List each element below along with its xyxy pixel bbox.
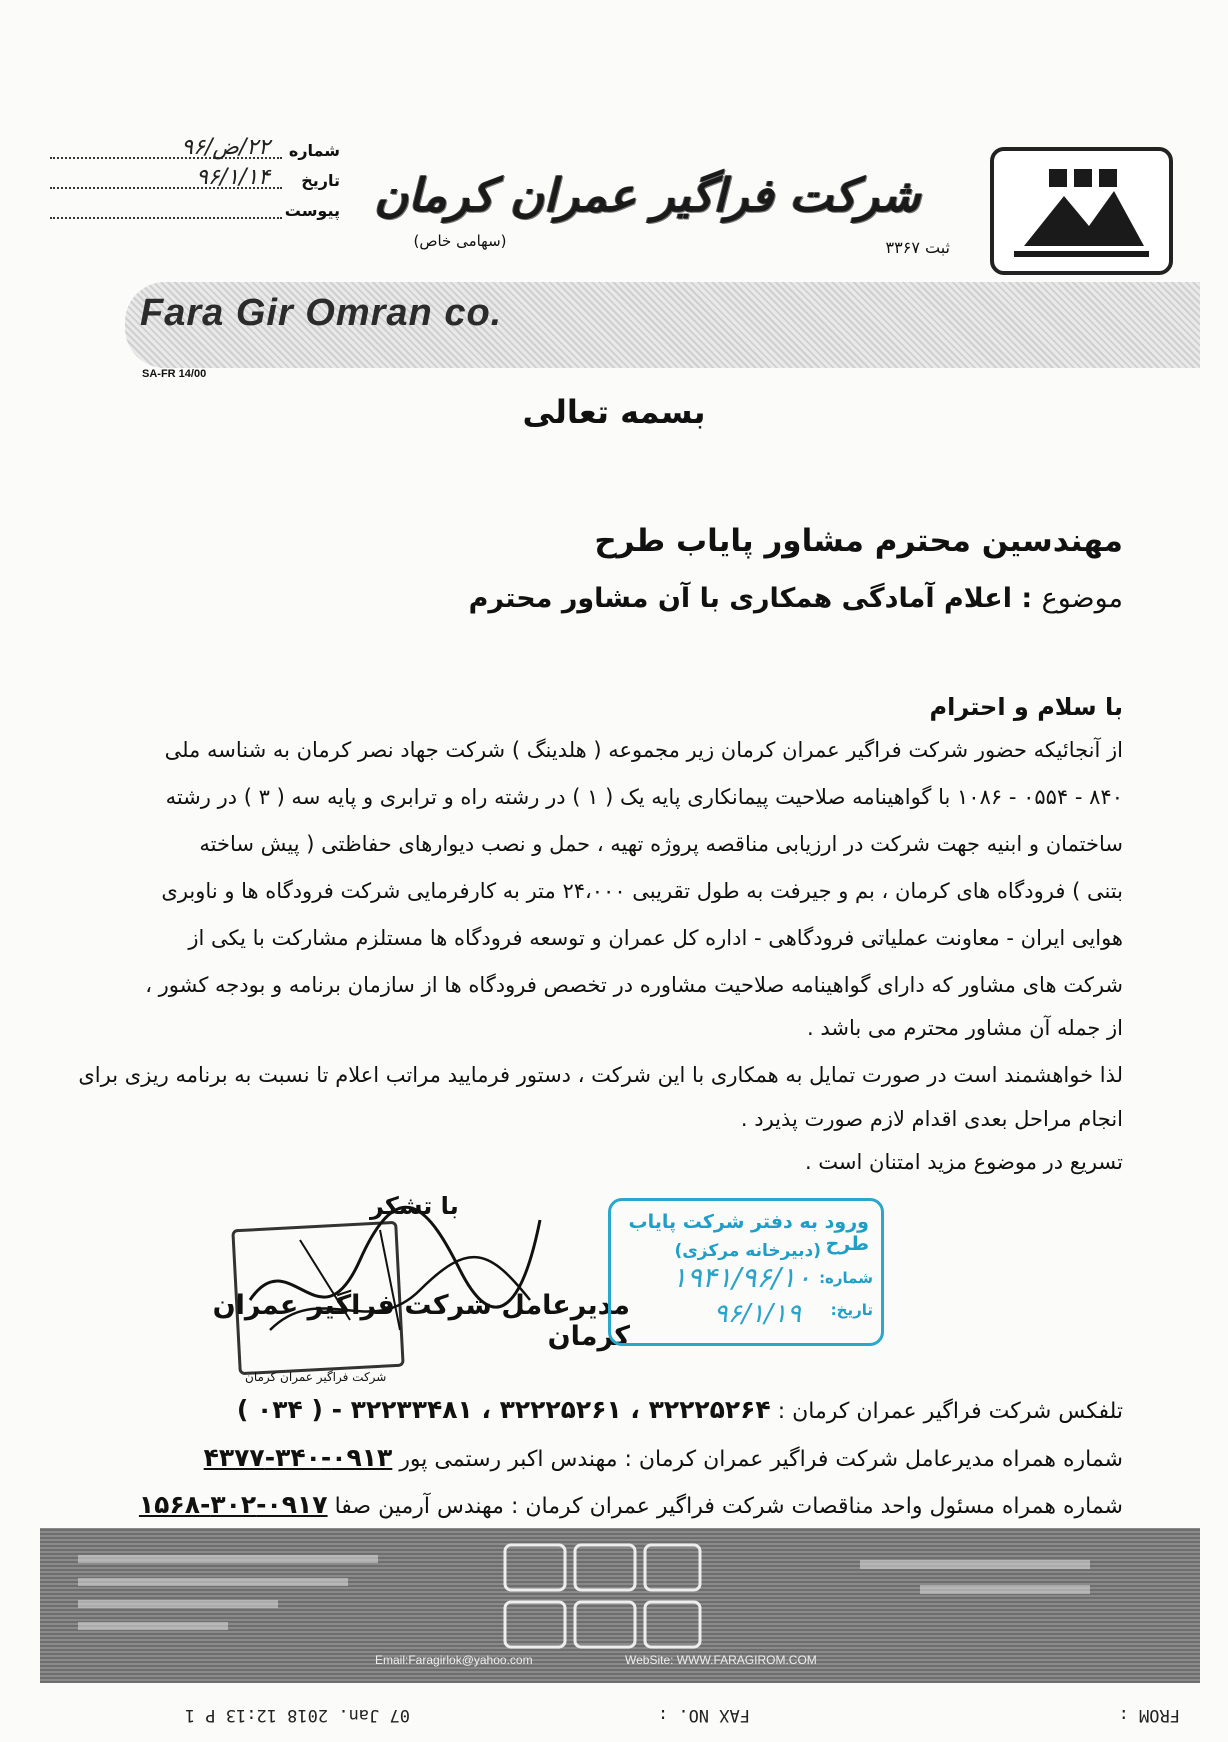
contact-tender-mobile <box>139 1490 1123 1519</box>
registration-number: ثبت ۳۳۶۷ <box>885 238 950 257</box>
body-line: ۸۴۰ - ۰۵۵۴ - ۱۰۸۶ با گواهینامه صلاحیت پیمانکاری پایه یک ( ۱ ) در رشته راه و ترابری و پایه سه ( ۳ ) در رشته <box>165 785 1123 809</box>
recipient: مهندسین محترم مشاور پایاب طرح <box>594 523 1123 559</box>
fax-from: FROM : <box>1118 1705 1180 1725</box>
logo-emblem-icon <box>994 151 1169 271</box>
footer-address-fa-scribble-icon <box>840 1555 1090 1615</box>
fax-timestamp: 07 Jan. 2018 12:13 P 1 <box>184 1705 410 1725</box>
company-name: شرکت فراگیر عمران کرمان <box>374 168 921 222</box>
footer-address-scribble-icon <box>78 1550 398 1640</box>
date-row <box>40 165 340 195</box>
salutation: با سلام و احترام <box>929 693 1123 721</box>
received-stamp-title: ورود به دفتر شرکت پایاب طرح <box>628 1211 869 1255</box>
received-stamp-subtitle: (دبیرخانه مرکزی) <box>674 1241 821 1261</box>
body-line: بتنی ) فرودگاه های کرمان ، بم و جیرفت به طول تقریبی ۲۴،۰۰۰ متر به کارفرمایی شرکت فرودگاه ها و ناوبری <box>161 879 1123 903</box>
contact-telefax <box>237 1395 1123 1424</box>
latin-company-name: Fara Gir Omran co. <box>140 292 503 334</box>
body-line: انجام مراحل بعدی اقدام لازم صورت پذیرد . <box>740 1107 1123 1131</box>
body-line: شرکت های مشاور که دارای گواهینامه صلاحیت مشاوره در تخصص فرودگاه ها از سازمان برنامه و بودجه کشور ، <box>145 973 1123 997</box>
company-logo <box>990 147 1173 275</box>
bismillah-heading: بسمه تعالی <box>522 393 706 431</box>
fax-number: FAX NO. : <box>657 1705 750 1725</box>
contact-number: ۰۹۱۷-۳۰۲-۱۵۶۸ <box>138 1490 328 1519</box>
footer-website: WebSite: WWW.FARAGIROM.COM <box>625 1653 817 1667</box>
body-line: هوایی ایران - معاونت عملیاتی فرودگاهی - اداره کل عمران و توسعه فرودگاه ها مستلزم مشارکت با یکی از <box>188 926 1123 950</box>
received-number-label: شماره: <box>819 1269 873 1287</box>
body-line: ساختمان و ابنیه جهت شرکت در ارزیابی مناقصه پروژه تهیه ، حمل و نصب دیوارهای حفاظتی ( پیش ساخته <box>199 832 1123 856</box>
seal-caption: شرکت فراگیر عمران کرمان <box>245 1370 387 1384</box>
body-line: لذا خواهشمند است در صورت تمایل به همکاری با این شرکت ، دستور فرمایید مراتب اعلام تا نسبت به برنامه ریزی برای <box>78 1063 1123 1087</box>
contact-ceo-mobile <box>204 1443 1123 1472</box>
footer-email: Email:Faragirlok@yahoo.com <box>375 1653 533 1667</box>
subject-text: اعلام آمادگی همکاری با آن مشاور محترم <box>468 583 1012 614</box>
date-value: ۹۶/۱/۱۴ <box>196 165 270 190</box>
received-stamp <box>608 1198 884 1346</box>
signature-thanks: با تشکر <box>370 1192 459 1220</box>
contact-number: ۳۲۲۲۵۲۶۴ ، ۳۲۲۲۵۲۶۱ ، ۳۲۲۳۳۴۸۱ - ( ۰۳۴ ) <box>236 1395 771 1424</box>
signatory-title: مدیرعامل شرکت فراگیر عمران کرمان <box>212 1290 630 1352</box>
attachment-label: پیوست <box>284 201 340 220</box>
company-type: (سهامی خاص) <box>413 232 507 250</box>
number-label: شماره <box>288 141 340 160</box>
received-date-value: ۹۶/۱/۱۹ <box>713 1299 801 1329</box>
contact-label: شماره همراه مسئول واحد مناقصات شرکت فراگیر عمران کرمان : مهندس آرمین صفا <box>334 1494 1123 1519</box>
contact-label: شماره همراه مدیرعامل شرکت فراگیر عمران کرمان : مهندس اکبر رستمی پور <box>399 1447 1123 1472</box>
certification-badges-icon <box>500 1540 710 1660</box>
contact-label: تلفکس شرکت فراگیر عمران کرمان : <box>777 1399 1123 1424</box>
letter-meta <box>40 135 340 225</box>
subject: موضوع : اعلام آمادگی همکاری با آن مشاور محترم <box>468 583 1123 614</box>
received-number-value: ۱۹۴۱/۹۶/۱۰ <box>671 1261 811 1294</box>
subject-label: موضوع <box>1041 583 1123 614</box>
attachment-row <box>40 195 340 225</box>
number-row <box>40 135 340 165</box>
contact-number: ۰۹۱۳-۳۴۰-۴۳۷۷ <box>203 1443 393 1472</box>
body-line: از جمله آن مشاور محترم می باشد . <box>807 1016 1123 1040</box>
date-label: تاریخ <box>301 171 340 190</box>
received-date-label: تاریخ: <box>830 1301 873 1319</box>
fax-transmission-line <box>150 1695 1180 1725</box>
form-code: SA-FR 14/00 <box>142 368 207 380</box>
number-value: ۲۲/ض/۹۶ <box>181 135 270 160</box>
body-line: از آنجائیکه حضور شرکت فراگیر عمران کرمان زیر مجموعه ( هلدینگ ) شرکت جهاد نصر کرمان به شناسه ملی <box>164 738 1123 762</box>
body-line: تسریع در موضوع مزید امتنان است . <box>804 1150 1123 1174</box>
